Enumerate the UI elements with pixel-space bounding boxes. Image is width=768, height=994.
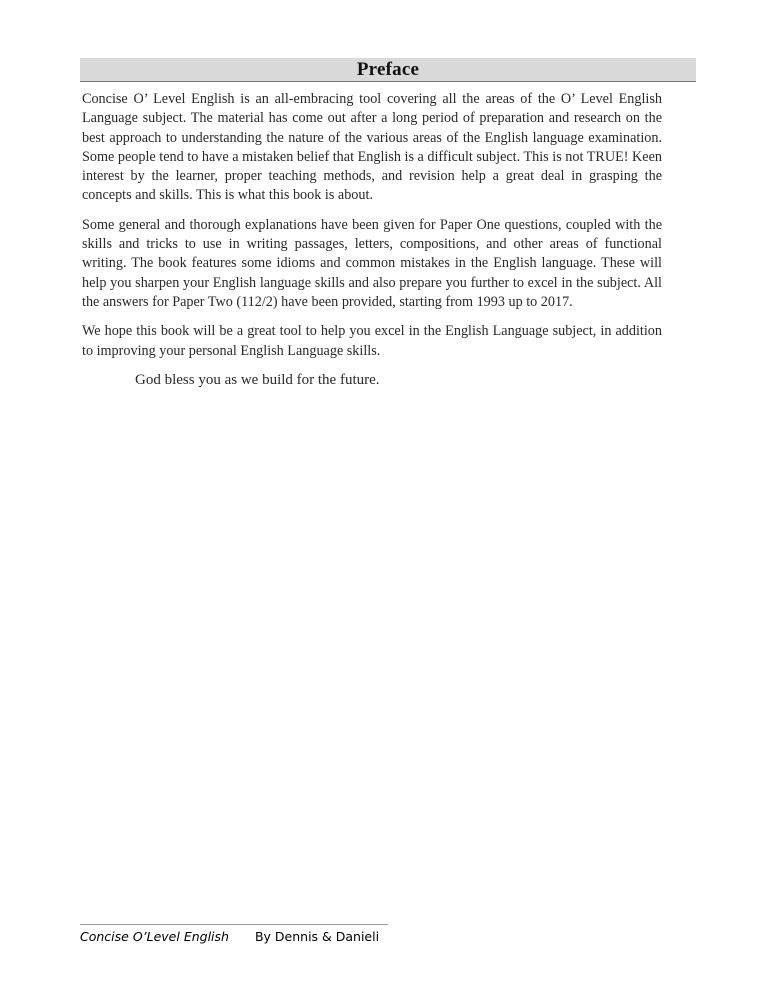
footer-authors: By Dennis & Danieli: [254, 929, 380, 944]
blessing-line: God bless you as we build for the future.: [135, 371, 380, 388]
footer-book-title: Concise O’Level English: [80, 929, 229, 944]
paragraph-contents: Some general and thorough explanations have been given for Paper One questions, coupled with the skills and tricks to use in writing passages, letters, compositions, and other areas of functional writing. The book features some idioms and common mistakes in the English language. These will help you sharpen your English language skills and also prepare you further to excel in the subject. All the answers for Paper Two (112/2) have been provided, starting from 1993 up to 2017.: [82, 216, 662, 310]
preface-body: [82, 90, 662, 400]
page-title: Preface: [356, 59, 420, 80]
paragraph-intro: Concise O’ Level English is an all-embracing tool covering all the areas of the O’ Level English Language subject. The material has come out after a long period of preparation and research on the best approach to understanding the nature of the various areas of the English language examination. Some people tend to have a mistaken belief that English is a difficult subject. This is not TRUE! Keen interest by the learner, proper teaching methods, and revision help a great deal in grasping the concepts and skills. This is what this book is about.: [82, 91, 662, 204]
paragraph-hope: We hope this book will be a great tool to help you excel in the English Language subject, in addition to improving your personal English Language skills.: [82, 323, 662, 359]
page-footer: [80, 924, 388, 944]
section-title-bar: [80, 58, 696, 82]
